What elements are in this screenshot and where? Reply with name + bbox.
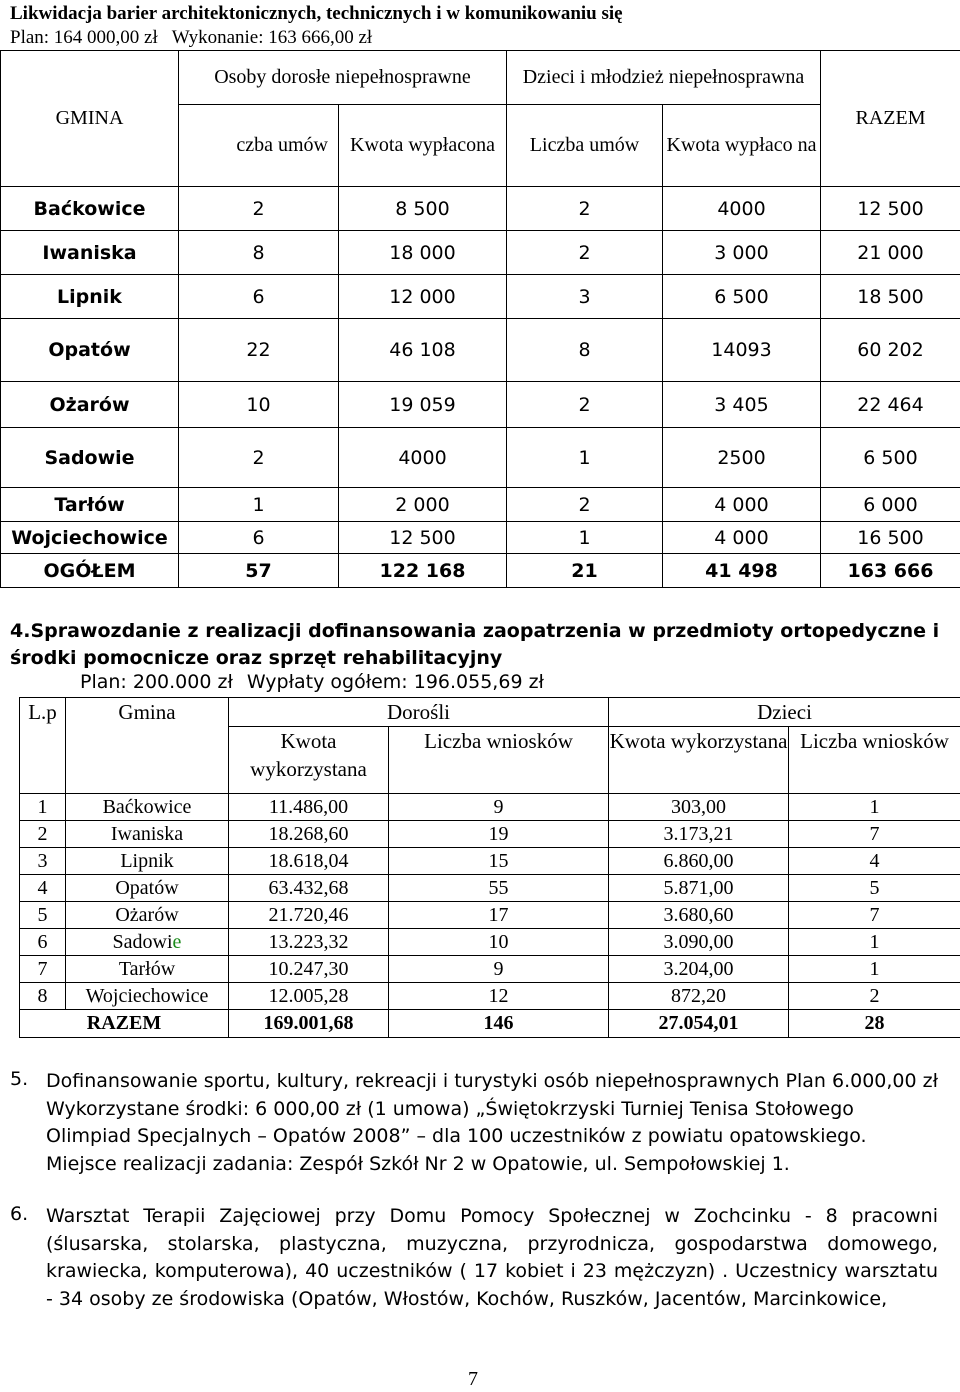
cell-adults-amount: 12 500 <box>339 522 507 554</box>
cell-gmina: Tarłów <box>66 956 229 983</box>
cell-children-count: 2 <box>507 231 663 275</box>
cell-children-count: 2 <box>507 488 663 522</box>
cell-adults-amount: 18.268,60 <box>229 821 389 848</box>
text-line: Dofinansowanie sportu, kultury, rekreacji i turystyki osób niepełnosprawnych Plan 6.000,00 zł <box>46 1070 938 1092</box>
cell-children-count: 7 <box>789 902 960 929</box>
cell-total: 60 202 <box>821 319 960 382</box>
section-number: 6. <box>10 1203 29 1225</box>
page-number: 7 <box>468 1368 478 1390</box>
cell-children-amount: 872,20 <box>609 983 789 1010</box>
table-row <box>20 929 960 956</box>
table-row <box>20 848 960 875</box>
table-row <box>20 794 960 821</box>
cell-adults-amount: 18.618,04 <box>229 848 389 875</box>
cell-adults-amount: 13.223,32 <box>229 929 389 956</box>
header-children: Dzieci <box>609 698 960 727</box>
cell-gmina: Wojciechowice <box>66 983 229 1010</box>
table-row <box>1 275 960 319</box>
gmina-text: Sadowi <box>112 930 173 953</box>
cell-gmina: Lipnik <box>1 275 179 319</box>
heading-text: 4.Sprawozdanie z realizacji dof <box>10 620 349 642</box>
cell-total: 16 500 <box>821 522 960 554</box>
cell-children-count: 1 <box>789 956 960 983</box>
execution-amount: Wykonanie: 163 666,00 zł <box>171 27 373 48</box>
gmina-highlight: e <box>172 930 182 953</box>
cell-children-amount: 3 405 <box>663 382 821 428</box>
header-children-amount: Kwota wypłaco na <box>663 105 821 187</box>
cell-adults-count: 1 <box>179 488 339 522</box>
cell-total: 22 464 <box>821 382 960 428</box>
header-adults: Osoby dorosłe niepełnosprawne <box>179 51 507 105</box>
table-row <box>1 319 960 382</box>
table-row <box>20 821 960 848</box>
cell-adults-count: 57 <box>179 554 339 588</box>
cell-adults-count: 9 <box>389 956 609 983</box>
plan-amount: Plan: 200.000 zł <box>80 671 233 693</box>
text-line: Olimpiad Specjalnych – Opatów 2008” – dla 100 uczestników z powiatu opatowskiego. <box>46 1125 867 1147</box>
cell-children-amount: 3.090,00 <box>609 929 789 956</box>
section-heading <box>10 618 950 672</box>
cell-adults-amount: 122 168 <box>339 554 507 588</box>
cell-gmina: Baćkowice <box>66 794 229 821</box>
cell-children-count: 2 <box>507 382 663 428</box>
cell-adults-amount: 12.005,28 <box>229 983 389 1010</box>
cell-gmina: OGÓŁEM <box>1 554 179 588</box>
cell-adults-count: 6 <box>179 275 339 319</box>
cell-gmina: Iwaniska <box>66 821 229 848</box>
header-total: RAZEM <box>821 51 960 187</box>
cell-children-amount: 4000 <box>663 187 821 231</box>
table-row <box>20 956 960 983</box>
cell-children-amount: 3.680,60 <box>609 902 789 929</box>
cell-adults-count: 55 <box>389 875 609 902</box>
cell-children-count: 1 <box>789 794 960 821</box>
cell-children-amount: 27.054,01 <box>609 1010 789 1038</box>
cell-adults-amount: 2 000 <box>339 488 507 522</box>
cell-adults-count: 8 <box>179 231 339 275</box>
cell-gmina: Wojciechowice <box>1 522 179 554</box>
cell-children-amount: 6 500 <box>663 275 821 319</box>
cell-children-count: 2 <box>507 187 663 231</box>
cell-gmina: Tarłów <box>1 488 179 522</box>
header-children: Dzieci i młodzież niepełnosprawna <box>507 51 821 105</box>
table-row <box>1 187 960 231</box>
header-gmina: GMINA <box>1 51 179 187</box>
cell-children-amount: 4 000 <box>663 522 821 554</box>
cell-children-amount: 14093 <box>663 319 821 382</box>
cell-adults-amount: 19 059 <box>339 382 507 428</box>
table-row <box>1 428 960 488</box>
plan-summary <box>80 671 558 693</box>
header-gmina: Gmina <box>66 698 229 794</box>
header-adults-count: Liczba wniosków <box>389 727 609 794</box>
section-title: Likwidacja barier architektonicznych, technicznych i w komunikowaniu się <box>10 3 623 24</box>
cell-adults-amount: 10.247,30 <box>229 956 389 983</box>
cell-adults-count: 10 <box>389 929 609 956</box>
cell-adults-amount: 4000 <box>339 428 507 488</box>
table-row <box>20 902 960 929</box>
cell-lp: 2 <box>20 821 66 848</box>
cell-children-amount: 3 000 <box>663 231 821 275</box>
cell-children-amount: 2500 <box>663 428 821 488</box>
cell-adults-count: 22 <box>179 319 339 382</box>
cell-gmina <box>66 929 229 956</box>
cell-lp: 3 <box>20 848 66 875</box>
cell-children-count: 1 <box>507 428 663 488</box>
cell-adults-count: 2 <box>179 187 339 231</box>
cell-lp: 6 <box>20 929 66 956</box>
cell-gmina: Iwaniska <box>1 231 179 275</box>
plan-amount: Plan: 164 000,00 zł <box>10 27 158 48</box>
cell-gmina: Opatów <box>1 319 179 382</box>
cell-lp: 1 <box>20 794 66 821</box>
section-number: 5. <box>10 1068 29 1090</box>
cell-adults-count: 19 <box>389 821 609 848</box>
cell-children-count: 3 <box>507 275 663 319</box>
cell-lp: 4 <box>20 875 66 902</box>
cell-children-count: 2 <box>789 983 960 1010</box>
table-row <box>20 875 960 902</box>
cell-children-count: 8 <box>507 319 663 382</box>
cell-adults-count: 6 <box>179 522 339 554</box>
header-children-count: Liczba umów <box>507 105 663 187</box>
cell-children-count: 7 <box>789 821 960 848</box>
cell-adults-count: 146 <box>389 1010 609 1038</box>
header-adults-amount: Kwota wykorzystana <box>229 727 389 794</box>
cell-lp: 5 <box>20 902 66 929</box>
cell-total: 12 500 <box>821 187 960 231</box>
orthopedic-table <box>19 697 960 1038</box>
cell-adults-amount: 46 108 <box>339 319 507 382</box>
table-row <box>1 231 960 275</box>
cell-children-amount: 4 000 <box>663 488 821 522</box>
cell-adults-count: 9 <box>389 794 609 821</box>
cell-total: 18 500 <box>821 275 960 319</box>
cell-gmina: Baćkowice <box>1 187 179 231</box>
cell-children-count: 28 <box>789 1010 960 1038</box>
cell-children-count: 4 <box>789 848 960 875</box>
text-line: Wykorzystane środki: 6 000,00 zł (1 umowa) „Świętokrzyski Turniej Tenisa Stołowego <box>46 1097 854 1120</box>
header-children-amount: Kwota wykorzystana <box>609 727 789 794</box>
cell-gmina: Opatów <box>66 875 229 902</box>
header-adults: Dorośli <box>229 698 609 727</box>
cell-adults-count: 15 <box>389 848 609 875</box>
header-adults-amount: Kwota wypłacona <box>339 105 507 187</box>
barriers-table <box>0 50 960 588</box>
cell-children-amount: 3.173,21 <box>609 821 789 848</box>
heading-text: nansowania zaopatrzenia w przedmioty ortopedyczne i środki pomocnicze oraz sprzęt rehabilitacyjny <box>10 620 940 669</box>
cell-children-amount: 5.871,00 <box>609 875 789 902</box>
cell-adults-amount: 11.486,00 <box>229 794 389 821</box>
cell-adults-count: 2 <box>179 428 339 488</box>
table-row <box>1 488 960 522</box>
cell-children-amount: 303,00 <box>609 794 789 821</box>
summary-row <box>20 1010 960 1038</box>
table-row <box>20 983 960 1010</box>
cell-total: 6 500 <box>821 428 960 488</box>
plan-summary <box>10 27 386 49</box>
cell-gmina: Ożarów <box>1 382 179 428</box>
cell-total: 21 000 <box>821 231 960 275</box>
cell-children-count: 21 <box>507 554 663 588</box>
table-row <box>1 382 960 428</box>
table-row <box>1 522 960 554</box>
payments-amount: Wypłaty ogółem: 196.055,69 zł <box>246 671 544 693</box>
cell-lp: 8 <box>20 983 66 1010</box>
cell-adults-amount: 169.001,68 <box>229 1010 389 1038</box>
cell-adults-amount: 18 000 <box>339 231 507 275</box>
cell-gmina: Sadowie <box>1 428 179 488</box>
cell-adults-count: 10 <box>179 382 339 428</box>
cell-lp: 7 <box>20 956 66 983</box>
cell-adults-amount: 12 000 <box>339 275 507 319</box>
cell-adults-amount: 21.720,46 <box>229 902 389 929</box>
cell-children-count: 1 <box>789 929 960 956</box>
cell-adults-count: 17 <box>389 902 609 929</box>
cell-gmina: Lipnik <box>66 848 229 875</box>
cell-children-count: 5 <box>789 875 960 902</box>
cell-adults-amount: 8 500 <box>339 187 507 231</box>
cell-children-count: 1 <box>507 522 663 554</box>
cell-total: 163 666 <box>821 554 960 588</box>
cell-children-amount: 6.860,00 <box>609 848 789 875</box>
section-5-text <box>46 1068 950 1178</box>
header-adults-count: czba umów <box>179 105 339 187</box>
text-line: Miejsce realizacji zadania: Zespół Szkół Nr 2 w Opatowie, ul. Sempołowskiej 1. <box>46 1152 790 1175</box>
cell-adults-amount: 63.432,68 <box>229 875 389 902</box>
cell-gmina: Ożarów <box>66 902 229 929</box>
cell-children-amount: 3.204,00 <box>609 956 789 983</box>
cell-adults-count: 12 <box>389 983 609 1010</box>
cell-gmina: RAZEM <box>20 1010 229 1038</box>
header-children-count: Liczba wniosków <box>789 727 960 794</box>
summary-row <box>1 554 960 588</box>
cell-total: 6 000 <box>821 488 960 522</box>
cell-children-amount: 41 498 <box>663 554 821 588</box>
section-6-text: Warsztat Terapii Zajęciowej przy Domu Pomocy Społecznej w Zochcinku - 8 pracowni (ślusarska, stolarska, plastyczna, muzyczna, przyrodnicza, gospodarstwa domowego, krawiecka, komputerowa), 40 uczestników ( 17 kobiet i 23 mężczyzn) . Uczestnicy warsztatu - 34 osoby ze środowiska (Opatów, Włostów, Kochów, Ruszków, Jacentów, Marcinkowice, <box>46 1205 938 1310</box>
header-lp: L.p <box>20 698 66 794</box>
